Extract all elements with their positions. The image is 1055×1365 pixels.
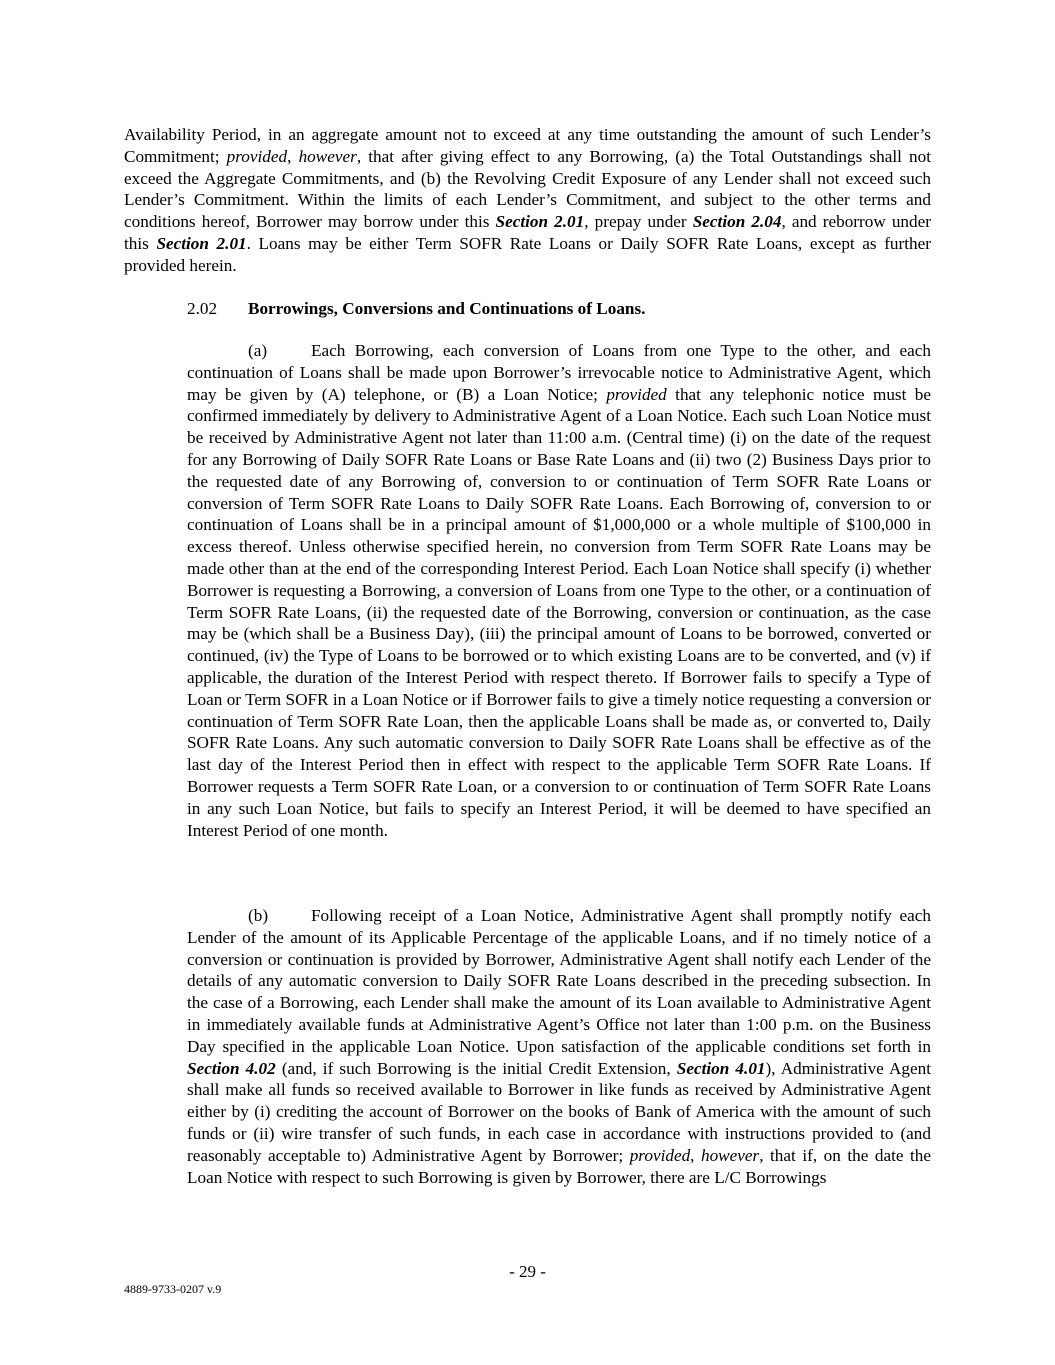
body-text: Availability Period, in an aggregate amount not to exceed at any time outstanding the amount of such Lender’s Commitment; [124,125,931,166]
body-text: ), Administrative Agent shall make all funds so received available to Borrower in like funds as received by Administrative Agent either by (i) crediting the account of Borrower on the books of Bank of America with the amount of such funds or (ii) wire transfer of such funds, in each case in accordance with instructions provided to (and reasonably acceptable to) Administrative Agent by Borrower; [187,1058,931,1165]
document-id: 4889-9733-0207 v.9 [124,1282,222,1296]
body-text: , and reborrow under this [124,212,931,253]
body-text: , prepay under [584,212,693,232]
paragraph-2-02-a [187,340,931,841]
section-number: 2.02 [187,299,218,318]
emphasis-text: however [298,146,357,166]
section-reference: Section 4.02 [187,1058,276,1078]
emphasis-text: provided [629,1145,691,1165]
section-heading-2-02 [187,298,931,320]
section-reference: Section 2.04 [692,212,782,232]
body-text: , that after giving effect to any Borrowing, (a) the Total Outstandings shall not exceed the Aggregate Commitments, and (b) the Revolving Credit Exposure of any Lender shall not exceed such Lender’s Commitment. Within the limits of each Lender’s Commitment, and subject to the other terms and conditions hereof, Borrower may borrow under this [124,146,932,232]
section-reference: Section 4.01 [676,1058,766,1078]
emphasis-text: provided [606,384,667,404]
body-text: that any telephonic notice must be confirmed immediately by delivery to Administrative Agent of a Loan Notice. Each such Loan Notice must be received by Administrative Agent not later than 11:00 a.m. (Central time) (i) on the date of the request for any Borrowing of Daily SOFR Rate Loans or Base Rate Loans and (ii) two (2) Business Days prior to the requested date of any Borrowing of, conversion to or continuation of Term SOFR Rate Loans or conversion of Term SOFR Rate Loans to Daily SOFR Rate Loans. Each Borrowing of, conversion to or continuation of Loans shall be in a principal amount of $1,000,000 or a whole multiple of $100,000 in excess thereof. Unless otherwise specified herein, no conversion from Term SOFR Rate Loans may be made other than at the end of the corresponding Interest Period. Each Loan Notice shall specify (i) whether Borrower is requesting a Borrowing, a conversion of Loans from one Type to the other, or a continuation of Term SOFR Rate Loans, (ii) the requested date of the Borrowing, conversion or continuation, as the case may be (which shall be a Business Day), (iii) the principal amount of Loans to be borrowed, converted or continued, (iv) the Type of Loans to be borrowed or to which existing Loans are to be converted, and (v) if applicable, the duration of the Interest Period with respect thereto. If Borrower fails to specify a Type of Loan or Term SOFR in a Loan Notice or if Borrower fails to give a timely notice requesting a conversion or continuation of Term SOFR Rate Loan, then the applicable Loans shall be made as, or converted to, Daily SOFR Rate Loans. Any such automatic conversion to Daily SOFR Rate Loans shall be effective as of the last day of the Interest Period then in effect with respect to the applicable Term SOFR Rate Loans. If Borrower requests a Term SOFR Rate Loan, or a conversion to or continuation of Term SOFR Rate Loans in any such Loan Notice, but fails to specify an Interest Period, it will be deemed to have specified an Interest Period of one month. [187,384,931,840]
subsection-label: (a) [248,341,268,360]
section-reference: Section 2.01 [156,233,247,253]
emphasis-text: however [700,1145,760,1165]
subsection-label: (b) [248,906,269,925]
page-number: - 29 - [509,1262,546,1281]
body-text: Each Borrowing, each conversion of Loans from one Type to the other, and each continuation of Loans shall be made upon Borrower’s irrevocable notice to Administrative Agent, which may be given by (A) telephone, or (B) a Loan Notice; [187,341,931,404]
body-text: . Loans may be either Term SOFR Rate Loans or Daily SOFR Rate Loans, except as further provided herein. [124,233,931,275]
body-text: , that if, on the date the Loan Notice with respect to such Borrowing is given by Borrower, there are L/C Borrowings [187,1145,931,1187]
body-text: , [690,1145,701,1165]
paragraph-2-02-b [187,905,931,1188]
body-text: , [287,146,299,166]
section-title: Borrowings, Conversions and Continuations of Loans. [248,299,646,318]
emphasis-text: provided [226,146,288,166]
body-text: (and, if such Borrowing is the initial Credit Extension, [275,1058,677,1078]
paragraph-section-2-01-continued [124,124,931,277]
body-text: Following receipt of a Loan Notice, Administrative Agent shall promptly notify each Lender of the amount of its Applicable Percentage of the applicable Loans, and if no timely notice of a conversion or continuation is provided by Borrower, Administrative Agent shall notify each Lender of the details of any automatic conversion to Daily SOFR Rate Loans described in the preceding subsection. In the case of a Borrowing, each Lender shall make the amount of its Loan available to Administrative Agent in immediately available funds at Administrative Agent’s Office not later than 1:00 p.m. on the Business Day specified in the applicable Loan Notice. Upon satisfaction of the applicable conditions set forth in [187,906,931,1056]
section-reference: Section 2.01 [495,212,585,232]
